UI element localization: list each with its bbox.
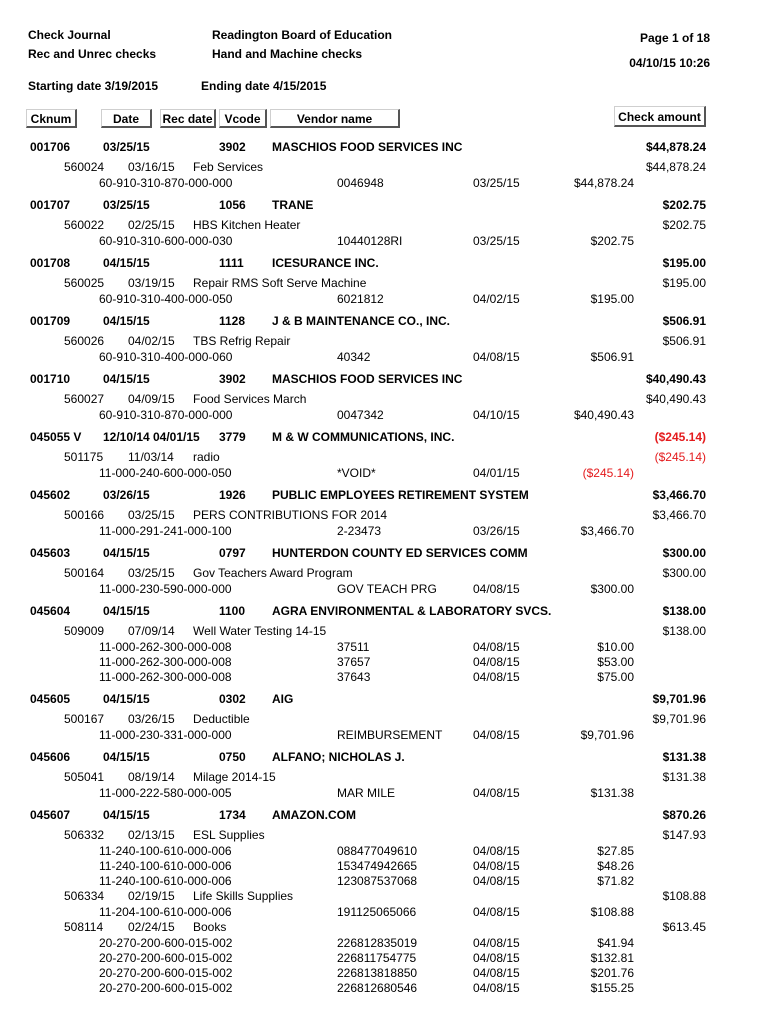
invoice-amount: $613.45 (662, 920, 706, 934)
check-date: 03/25/15 (103, 198, 150, 212)
po-description: radio (193, 450, 220, 464)
account-number: 60-910-310-600-000-030 (99, 234, 233, 248)
invoice-date: 04/08/15 (473, 951, 520, 965)
invoice-date: 04/08/15 (473, 966, 520, 980)
invoice-date: 03/26/15 (473, 524, 520, 538)
invoice-amount: $300.00 (662, 566, 706, 580)
invoice-date: 04/08/15 (473, 655, 520, 669)
po-date: 02/13/15 (128, 828, 175, 842)
invoice-date: 04/08/15 (473, 859, 520, 873)
po-date: 03/16/15 (128, 160, 175, 174)
check-number: 045606 (30, 750, 71, 764)
line-amount: ($245.14) (582, 466, 634, 480)
invoice-amount: $506.91 (662, 334, 706, 348)
invoice-date: 04/01/15 (473, 466, 520, 480)
check-number: 045602 (30, 488, 71, 502)
check-date: 12/10/14 (103, 430, 150, 444)
account-number: 60-910-310-870-000-000 (99, 176, 233, 190)
vendor-code: 1734 (219, 808, 246, 822)
account-number: 11-204-100-610-000-006 (99, 905, 232, 919)
line-amount: $108.88 (590, 905, 634, 919)
invoice-date: 04/08/15 (473, 640, 520, 654)
check-number: 001707 (30, 198, 71, 212)
account-number: 11-000-262-300-000-008 (99, 655, 232, 669)
check-amount: $44,878.24 (645, 140, 706, 154)
ending-date: Ending date 4/15/2015 (201, 79, 327, 93)
check-amount: $202.75 (662, 198, 706, 212)
invoice-reference: 0046948 (337, 176, 384, 190)
vendor-name: J & B MAINTENANCE CO., INC. (272, 314, 451, 328)
po-date: 07/09/14 (128, 624, 175, 638)
check-number: 045605 (30, 692, 71, 706)
account-number: 11-000-230-331-000-000 (99, 728, 232, 742)
invoice-date: 04/08/15 (473, 905, 520, 919)
check-date: 03/26/15 (103, 488, 150, 502)
invoice-reference: 0047342 (337, 408, 384, 422)
po-description: Books (193, 920, 227, 934)
check-type: Hand and Machine checks (212, 47, 363, 61)
organization-name: Readington Board of Education (212, 28, 392, 42)
invoice-amount: $131.38 (662, 770, 706, 784)
po-description: Repair RMS Soft Serve Machine (193, 276, 367, 290)
po-description: HBS Kitchen Heater (193, 218, 301, 232)
check-amount: ($245.14) (654, 430, 706, 444)
po-date: 11/03/14 (128, 450, 174, 464)
po-description: Life Skills Supplies (193, 889, 294, 903)
invoice-reference: 123087537068 (337, 874, 418, 888)
check-amount: $870.26 (662, 808, 706, 822)
invoice-reference: 226812680546 (337, 981, 418, 995)
invoice-amount: $195.00 (662, 276, 706, 290)
invoice-reference: 153474942665 (337, 859, 418, 873)
invoice-reference: 226811754775 (337, 951, 417, 965)
po-number: 506334 (64, 889, 105, 903)
po-description: Food Services March (193, 392, 307, 406)
line-amount: $202.75 (590, 234, 634, 248)
line-amount: $132.81 (590, 951, 634, 965)
account-number: 11-240-100-610-000-006 (99, 874, 232, 888)
check-amount: $131.38 (662, 750, 706, 764)
invoice-date: 04/10/15 (473, 408, 520, 422)
vendor-code: 1100 (219, 604, 246, 618)
po-description: Milage 2014-15 (193, 770, 276, 784)
column-header-date[interactable]: Date (101, 109, 152, 128)
account-number: 20-270-200-600-015-002 (99, 936, 233, 950)
vendor-name: HUNTERDON COUNTY ED SERVICES COMM (272, 546, 528, 560)
vendor-code: 0302 (219, 692, 246, 706)
invoice-reference: 37657 (337, 655, 371, 669)
line-amount: $131.38 (590, 786, 634, 800)
invoice-date: 04/08/15 (473, 981, 520, 995)
invoice-date: 04/08/15 (473, 350, 520, 364)
po-number: 506332 (64, 828, 105, 842)
column-header-rec-date[interactable]: Rec date (160, 109, 216, 128)
invoice-reference: REIMBURSEMENT (337, 728, 443, 742)
check-date: 03/25/15 (103, 140, 150, 154)
check-amount: $506.91 (662, 314, 706, 328)
vendor-code: 3779 (219, 430, 246, 444)
po-number: 508114 (64, 920, 104, 934)
invoice-reference: 226813818850 (337, 966, 418, 980)
account-number: 11-000-262-300-000-008 (99, 640, 232, 654)
invoice-reference: 2-23473 (337, 524, 382, 538)
check-number: 045604 (30, 604, 71, 618)
check-amount: $40,490.43 (645, 372, 706, 386)
po-number: 509009 (64, 624, 105, 638)
account-number: 20-270-200-600-015-002 (99, 981, 233, 995)
check-number: 045055 V (30, 430, 82, 444)
account-number: 60-910-310-400-000-050 (99, 292, 233, 306)
po-description: Feb Services (193, 160, 264, 174)
account-number: 11-000-240-600-000-050 (99, 466, 232, 480)
vendor-name: AIG (272, 692, 294, 706)
vendor-name: M & W COMMUNICATIONS, INC. (272, 430, 455, 444)
po-description: Well Water Testing 14-15 (193, 624, 327, 638)
invoice-date: 03/25/15 (473, 176, 520, 190)
account-number: 11-000-230-590-000-000 (99, 582, 232, 596)
check-number: 001706 (30, 140, 71, 154)
column-header-vcode[interactable]: Vcode (219, 109, 267, 128)
invoice-reference: 37511 (337, 640, 370, 654)
po-number: 560027 (64, 392, 105, 406)
invoice-amount: ($245.14) (654, 450, 706, 464)
invoice-reference: GOV TEACH PRG (337, 582, 437, 596)
vendor-name: AMAZON.COM (272, 808, 356, 822)
line-amount: $27.85 (597, 844, 634, 858)
po-number: 500167 (64, 712, 105, 726)
column-header-check-amount[interactable]: Check amount (614, 106, 706, 127)
check-number: 045603 (30, 546, 71, 560)
account-number: 20-270-200-600-015-002 (99, 951, 233, 965)
line-amount: $201.76 (590, 966, 634, 980)
line-amount: $41.94 (597, 936, 634, 950)
line-amount: $3,466.70 (580, 524, 634, 538)
vendor-name: MASCHIOS FOOD SERVICES INC (272, 372, 463, 386)
vendor-code: 0750 (219, 750, 246, 764)
invoice-reference: MAR MILE (337, 786, 396, 800)
vendor-code: 1056 (219, 198, 246, 212)
line-amount: $40,490.43 (573, 408, 634, 422)
invoice-amount: $147.93 (662, 828, 706, 842)
po-number: 560024 (64, 160, 105, 174)
check-number: 001708 (30, 256, 71, 270)
po-description: Gov Teachers Award Program (193, 566, 353, 580)
po-description: PERS CONTRIBUTIONS FOR 2014 (193, 508, 388, 522)
po-number: 501175 (64, 450, 104, 464)
invoice-reference: *VOID* (337, 466, 376, 480)
account-number: 20-270-200-600-015-002 (99, 966, 233, 980)
check-date: 04/15/15 (103, 692, 150, 706)
check-number: 001710 (30, 372, 71, 386)
page-number: Page 1 of 18 (639, 31, 710, 45)
po-description: TBS Refrig Repair (193, 334, 291, 348)
po-description: ESL Supplies (193, 828, 265, 842)
check-date: 04/15/15 (103, 256, 150, 270)
invoice-amount: $202.75 (662, 218, 706, 232)
vendor-name: TRANE (272, 198, 314, 212)
invoice-amount: $138.00 (662, 624, 706, 638)
po-date: 04/09/15 (128, 392, 175, 406)
vendor-code: 3902 (219, 372, 246, 386)
check-date: 04/15/15 (103, 604, 150, 618)
po-date: 03/25/15 (128, 566, 175, 580)
invoice-date: 04/08/15 (473, 844, 520, 858)
line-amount: $10.00 (597, 640, 634, 654)
po-date: 02/24/15 (128, 920, 175, 934)
invoice-amount: $40,490.43 (645, 392, 706, 406)
line-amount: $44,878.24 (573, 176, 634, 190)
vendor-name: MASCHIOS FOOD SERVICES INC (272, 140, 463, 154)
check-date: 04/15/15 (103, 808, 150, 822)
po-date: 03/19/15 (128, 276, 175, 290)
invoice-date: 04/08/15 (473, 728, 520, 742)
vendor-code: 1926 (219, 488, 246, 502)
invoice-date: 04/08/15 (473, 786, 520, 800)
invoice-date: 04/08/15 (473, 874, 520, 888)
invoice-amount: $108.88 (662, 889, 706, 903)
invoice-date: 03/25/15 (473, 234, 520, 248)
invoice-amount: $9,701.96 (652, 712, 706, 726)
check-date: 04/15/15 (103, 314, 150, 328)
po-number: 500164 (64, 566, 105, 580)
invoice-reference: 10440128RI (337, 234, 403, 248)
invoice-amount: $3,466.70 (652, 508, 706, 522)
line-amount: $75.00 (597, 670, 634, 684)
line-amount: $48.26 (597, 859, 634, 873)
invoice-date: 04/08/15 (473, 936, 520, 950)
invoice-amount: $44,878.24 (645, 160, 706, 174)
po-date: 03/26/15 (128, 712, 175, 726)
po-number: 560022 (64, 218, 105, 232)
line-amount: $71.82 (597, 874, 634, 888)
check-amount: $300.00 (662, 546, 706, 560)
po-date: 04/02/15 (128, 334, 175, 348)
po-number: 505041 (64, 770, 105, 784)
invoice-reference: 226812835019 (337, 936, 418, 950)
invoice-date: 04/08/15 (473, 582, 520, 596)
line-amount: $9,701.96 (580, 728, 634, 742)
report-subtitle: Rec and Unrec checks (28, 47, 157, 61)
check-date: 04/15/15 (103, 750, 150, 764)
account-number: 11-240-100-610-000-006 (99, 859, 232, 873)
po-number: 560026 (64, 334, 105, 348)
column-header-vendor-name[interactable]: Vendor name (270, 109, 400, 128)
po-date: 03/25/15 (128, 508, 175, 522)
vendor-name: ALFANO; NICHOLAS J. (272, 750, 405, 764)
check-rec-date: 04/01/15 (153, 430, 200, 444)
check-amount: $138.00 (662, 604, 706, 618)
po-date: 02/25/15 (128, 218, 175, 232)
starting-date: Starting date 3/19/2015 (28, 79, 159, 93)
account-number: 11-000-262-300-000-008 (99, 670, 232, 684)
po-date: 08/19/14 (128, 770, 175, 784)
po-date: 02/19/15 (128, 889, 175, 903)
line-amount: $195.00 (590, 292, 634, 306)
vendor-name: AGRA ENVIRONMENTAL & LABORATORY SVCS. (272, 604, 552, 618)
account-number: 11-000-291-241-000-100 (99, 524, 232, 538)
account-number: 60-910-310-400-000-060 (99, 350, 233, 364)
report-title: Check Journal (28, 28, 111, 42)
account-number: 60-910-310-870-000-000 (99, 408, 233, 422)
invoice-reference: 191125065066 (337, 905, 417, 919)
line-amount: $300.00 (590, 582, 634, 596)
invoice-reference: 6021812 (337, 292, 384, 306)
check-amount: $9,701.96 (652, 692, 706, 706)
invoice-date: 04/02/15 (473, 292, 520, 306)
check-amount: $195.00 (662, 256, 706, 270)
invoice-reference: 40342 (337, 350, 371, 364)
invoice-reference: 088477049610 (337, 844, 418, 858)
po-number: 500166 (64, 508, 105, 522)
check-number: 001709 (30, 314, 71, 328)
invoice-reference: 37643 (337, 670, 371, 684)
vendor-code: 0797 (219, 546, 246, 560)
account-number: 11-240-100-610-000-006 (99, 844, 232, 858)
check-date: 04/15/15 (103, 372, 150, 386)
report-datetime: 04/10/15 10:26 (629, 56, 710, 70)
line-amount: $53.00 (597, 655, 634, 669)
line-amount: $506.91 (590, 350, 634, 364)
check-date: 04/15/15 (103, 546, 150, 560)
po-description: Deductible (193, 712, 250, 726)
invoice-date: 04/08/15 (473, 670, 520, 684)
po-number: 560025 (64, 276, 105, 290)
account-number: 11-000-222-580-000-005 (99, 786, 232, 800)
vendor-code: 1128 (219, 314, 246, 328)
vendor-name: ICESURANCE INC. (272, 256, 379, 270)
check-amount: $3,466.70 (652, 488, 706, 502)
column-header-cknum[interactable]: Cknum (26, 109, 77, 128)
check-number: 045607 (30, 808, 71, 822)
line-amount: $155.25 (590, 981, 634, 995)
vendor-name: PUBLIC EMPLOYEES RETIREMENT SYSTEM (272, 488, 529, 502)
vendor-code: 1111 (219, 256, 244, 270)
vendor-code: 3902 (219, 140, 246, 154)
